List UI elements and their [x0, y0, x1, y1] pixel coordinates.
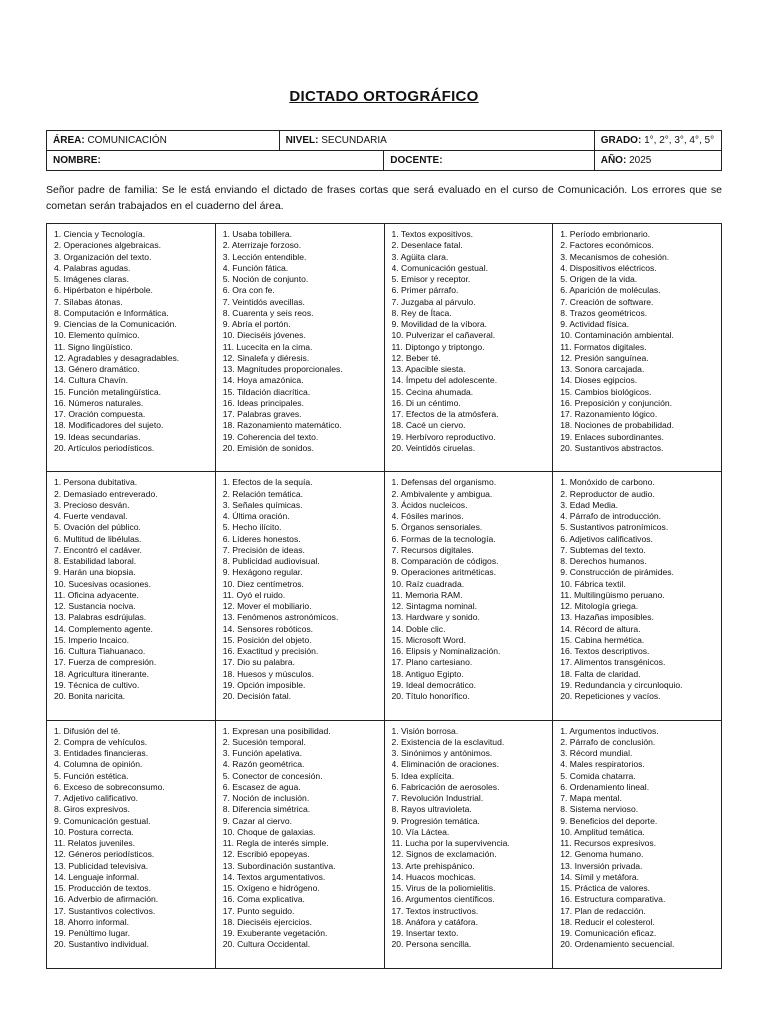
phrase-item: 10. Sucesivas ocasiones.: [54, 578, 151, 589]
phrase-item: 2. Ambivalente y ambigua.: [391, 488, 493, 499]
phrase-item: 12. Genoma humano.: [560, 849, 644, 860]
phrase-item: 6. Líderes honestos.: [222, 533, 301, 544]
phrase-item: 15. Producción de textos.: [54, 883, 151, 894]
phrase-item: 8. Diferencia simétrica.: [222, 804, 311, 815]
phrase-item: 9. Ciencias de la Comunicación.: [54, 319, 177, 329]
phrase-item: 3. Edad Media.: [560, 499, 619, 510]
phrase-item: 2. Existencia de la esclavitud.: [391, 736, 505, 747]
phrase-item: 14. Récord de altura.: [560, 623, 641, 634]
phrase-item: 15. Función metalingüística.: [54, 386, 162, 397]
phrase-item: 19. Ideas secundarias.: [54, 431, 141, 442]
phrase-item: 10. Postura correcta.: [54, 826, 134, 837]
phrase-item: 1. Visión borrosa.: [391, 725, 459, 736]
phrase-item: 10. Vía Láctea.: [391, 826, 450, 837]
phrase-item: 6. Adjetivos calificativos.: [560, 533, 653, 544]
phrase-item: 10. Raíz cuadrada.: [391, 578, 465, 589]
phrase-item: 5. Función estética.: [54, 770, 129, 781]
phrase-item: 13. Palabras esdrújulas.: [54, 612, 147, 623]
phrase-item: 8. Trazos geométricos.: [560, 307, 648, 318]
phrase-item: 11. Lucha por la supervivencia.: [391, 838, 510, 849]
nombre-field[interactable]: [47, 151, 384, 171]
phrase-item: 18. Cacé un ciervo.: [391, 420, 466, 431]
phrase-item: 4. Comunicación gestual.: [391, 262, 488, 273]
phrase-item: 16. Preposición y conjunción.: [560, 397, 673, 408]
phrase-list: [392, 726, 549, 951]
phrase-item: 15. Cambios biológicos.: [560, 386, 652, 397]
phrase-item: 16. Adverbio de afirmación.: [54, 894, 159, 905]
phrase-item: 4. Dispositivos eléctricos.: [560, 262, 657, 273]
phrase-item: 6. Formas de la tecnología.: [391, 533, 496, 544]
phrase-item: 18. Modificadores del sujeto.: [54, 420, 164, 431]
phrase-item: 6. Exceso de sobreconsumo.: [54, 781, 165, 792]
phrase-item: 12. Signos de exclamación.: [391, 849, 497, 860]
phrase-item: 19. Coherencia del texto.: [222, 431, 319, 442]
phrase-item: 7. Recursos digitales.: [391, 544, 474, 555]
phrase-item: 15. Cabina hermética.: [560, 634, 645, 645]
phrase-item: 14. Complemento agente.: [54, 623, 153, 634]
phrase-item: 13. Inversión privada.: [560, 860, 643, 871]
phrase-item: 17. Punto seguido.: [222, 905, 295, 916]
phrase-item: 3. Ácidos nucleicos.: [391, 499, 468, 510]
phrase-item: 19. Redundancia y circunloquio.: [560, 679, 683, 690]
phrase-item: 15. Posición del objeto.: [222, 634, 312, 645]
phrase-item: 20. Bonita naricita.: [54, 691, 126, 702]
phrase-item: 15. Cecina ahumada.: [391, 386, 474, 397]
phrase-item: 9. Beneficios del deporte.: [560, 815, 658, 826]
phrase-item: 2. Compra de vehículos.: [54, 736, 148, 747]
phrase-item: 12. Presión sanguínea.: [560, 352, 649, 363]
docente-field[interactable]: [384, 151, 594, 171]
phrase-item: 18. Dieciséis ejercicios.: [222, 916, 313, 927]
phrase-list: [392, 477, 549, 702]
phrase-item: 12. Mitología griega.: [560, 601, 639, 612]
phrase-list: [54, 726, 211, 951]
phrase-item: 7. Creación de software.: [560, 296, 654, 307]
area-value: COMUNICACIÓN: [87, 135, 167, 146]
phrase-item: 17. Plan de redacción.: [560, 905, 646, 916]
phrase-item: 6. Ordenamiento lineal.: [560, 781, 650, 792]
anio-label: AÑO:: [600, 155, 627, 166]
dictation-cell: [215, 472, 384, 720]
phrase-item: 7. Encontró el cadáver.: [54, 544, 142, 555]
phrase-item: 5. Imágenes claras.: [54, 274, 129, 284]
phrase-item: 4. Fósiles marinos.: [391, 511, 464, 522]
grado-cell: [594, 131, 721, 151]
phrase-item: 4. Razón geométrica.: [222, 759, 305, 770]
phrase-item: 1. Defensas del organismo.: [391, 477, 497, 488]
phrase-item: 5. Noción de conjunto.: [222, 274, 309, 284]
phrase-item: 17. Alimentos transgénicos.: [560, 657, 666, 668]
phrase-item: 12. Sintagma nominal.: [391, 601, 478, 612]
phrase-item: 18. Antiguo Egipto.: [391, 668, 464, 679]
phrase-item: 2. Operaciones algebraicas.: [54, 240, 162, 251]
phrase-item: 12. Géneros periodísticos.: [54, 849, 155, 860]
dictation-cell: [215, 224, 384, 472]
phrase-item: 7. Juzgaba al párvulo.: [391, 296, 476, 307]
phrase-item: 17. Fuerza de compresión.: [54, 657, 157, 668]
phrase-item: 1. Monóxido de carbono.: [560, 477, 655, 488]
phrase-item: 11. Relatos juveniles.: [54, 838, 136, 849]
phrase-item: 3. Señales químicas.: [222, 499, 303, 510]
phrase-item: 19. Ideal democrático.: [391, 679, 477, 690]
phrase-item: 20. Emisión de sonidos.: [222, 442, 314, 453]
area-cell: [47, 131, 280, 151]
phrase-item: 5. Órganos sensoriales.: [391, 522, 483, 533]
phrase-item: 17. Dio su palabra.: [222, 657, 295, 668]
grado-label: GRADO:: [600, 135, 642, 146]
phrase-item: 9. Comunicación gestual.: [54, 815, 151, 826]
phrase-item: 13. Magnitudes proporcionales.: [222, 364, 343, 374]
phrase-item: 9. Operaciones aritméticas.: [391, 567, 497, 578]
phrase-item: 1. Difusión del té.: [54, 725, 121, 736]
phrase-item: 1. Usaba tobillera.: [222, 229, 293, 239]
phrase-item: 8. Giros expresivos.: [54, 804, 130, 815]
dictation-row: [47, 472, 722, 720]
phrase-item: 8. Comparación de códigos.: [391, 556, 499, 567]
phrase-item: 13. Arte prehispánico.: [391, 860, 475, 871]
phrase-item: 14. Símil y metáfora.: [560, 871, 640, 882]
phrase-item: 2. Aterrizaje forzoso.: [222, 240, 302, 251]
phrase-item: 14. Hoya amazónica.: [222, 375, 304, 386]
phrase-item: 4. Fuerte vendaval.: [54, 511, 128, 522]
phrase-item: 6. Hipérbaton e hipérbole.: [54, 285, 153, 296]
phrase-item: 9. Abría el portón.: [222, 319, 291, 329]
phrase-item: 7. Sílabas átonas.: [54, 296, 123, 307]
phrase-item: 16. Estructura comparativa.: [560, 894, 666, 905]
phrase-item: 2. Demasiado entreverado.: [54, 488, 158, 499]
phrase-item: 12. Escribió epopeyas.: [222, 849, 310, 860]
phrase-item: 9. Movilidad de la víbora.: [391, 319, 488, 329]
phrase-item: 15. Oxígeno e hidrógeno.: [222, 883, 320, 894]
phrase-item: 19. Insertar texto.: [391, 928, 459, 939]
phrase-item: 17. Oración compuesta.: [54, 409, 146, 419]
phrase-item: 5. Ovación del público.: [54, 522, 141, 533]
phrase-item: 10. Choque de galaxias.: [222, 826, 316, 837]
phrase-item: 16. Argumentos científicos.: [391, 894, 495, 905]
phrase-item: 4. Párrafo de introducción.: [560, 511, 662, 522]
phrase-item: 15. Tildación diacrítica.: [222, 386, 311, 397]
nivel-cell: [279, 131, 594, 151]
phrase-item: 7. Adjetivo calificativo.: [54, 793, 139, 804]
phrase-item: 3. Precioso desván.: [54, 499, 130, 510]
info-table: [46, 130, 722, 171]
nivel-label: NIVEL:: [285, 135, 319, 146]
phrase-item: 3. Lección entendible.: [222, 251, 307, 262]
phrase-item: 17. Razonamiento lógico.: [560, 409, 658, 419]
phrase-item: 3. Agüita clara.: [391, 251, 449, 262]
phrase-item: 16. Números naturales.: [54, 397, 144, 408]
phrase-item: 11. Oyó el ruido.: [222, 589, 286, 600]
phrase-item: 3. Mecanismos de cohesión.: [560, 251, 670, 262]
phrase-item: 11. Oficina adyacente.: [54, 589, 139, 600]
dictation-cell: [384, 472, 553, 720]
phrase-list: [560, 477, 717, 702]
phrase-item: 6. Primer párrafo.: [391, 285, 459, 296]
phrase-item: 5. Emisor y receptor.: [391, 274, 471, 284]
phrase-item: 14. Sensores robóticos.: [222, 623, 314, 634]
phrase-item: 5. Idea explícita.: [391, 770, 455, 781]
phrase-item: 1. Argumentos inductivos.: [560, 725, 659, 736]
phrase-item: 10. Elemento químico.: [54, 330, 140, 341]
phrase-item: 19. Enlaces subordinantes.: [560, 431, 664, 442]
phrase-list: [560, 229, 717, 454]
phrase-item: 20. Cultura Occidental.: [222, 939, 311, 950]
phrase-item: 14. Dioses egipcios.: [560, 375, 638, 386]
dictation-grid: [46, 223, 722, 969]
dictation-cell: [553, 224, 722, 472]
dictation-cell: [384, 224, 553, 472]
phrase-item: 13. Género dramático.: [54, 364, 140, 374]
phrase-item: 14. Doble clic.: [391, 623, 446, 634]
phrase-list: [54, 477, 211, 702]
dictation-row: [47, 720, 722, 968]
phrase-item: 20. Sustantivo individual.: [54, 939, 150, 950]
phrase-item: 16. Ideas principales.: [222, 397, 304, 408]
phrase-item: 4. Males respiratorios.: [560, 759, 645, 770]
phrase-item: 8. Rey de Ítaca.: [391, 307, 452, 318]
phrase-item: 18. Anáfora y catáfora.: [391, 916, 478, 927]
phrase-item: 11. Multilingüismo peruano.: [560, 589, 665, 600]
phrase-item: 3. Récord mundial.: [560, 748, 633, 759]
phrase-item: 2. Factores económicos.: [560, 240, 654, 251]
phrase-item: 13. Hazañas imposibles.: [560, 612, 654, 623]
phrase-item: 20. Repeticiones y vacíos.: [560, 691, 661, 702]
phrase-item: 20. Artículos periodísticos.: [54, 442, 155, 453]
phrase-item: 12. Sinalefa y diéresis.: [222, 352, 310, 363]
phrase-item: 7. Noción de inclusión.: [222, 793, 310, 804]
phrase-item: 6. Multitud de libélulas.: [54, 533, 142, 544]
phrase-item: 10. Dieciséis jóvenes.: [222, 330, 306, 341]
phrase-list: [223, 726, 380, 951]
phrase-item: 19. Técnica de cultivo.: [54, 679, 140, 690]
phrase-item: 13. Publicidad televisiva.: [54, 860, 149, 871]
dictation-cell: [553, 472, 722, 720]
phrase-item: 18. Reducir el colesterol.: [560, 916, 655, 927]
phrase-item: 9. Progresión temática.: [391, 815, 480, 826]
phrase-item: 11. Signo lingüístico.: [54, 341, 133, 352]
dictation-cell: [553, 720, 722, 968]
grado-value: 1°, 2°, 3°, 4°, 5°: [644, 135, 715, 146]
intro-text: Señor padre de familia: Se le está enviando el dictado de frases cortas que será evaluado en el curso de Comunicación. Los errores que se cometan serán trabajados en el cuaderno del área.: [46, 184, 722, 212]
phrase-item: 4. Palabras agudas.: [54, 262, 131, 273]
phrase-item: 2. Relación temática.: [222, 488, 303, 499]
phrase-item: 7. Mapa mental.: [560, 793, 622, 804]
dictation-row: [47, 224, 722, 472]
phrase-item: 14. Ímpetu del adolescente.: [391, 375, 498, 386]
phrase-list: [223, 477, 380, 702]
anio-cell: [594, 151, 721, 171]
phrase-item: 20. Título honorífico.: [391, 691, 470, 702]
phrase-item: 13. Subordinación sustantiva.: [222, 860, 336, 871]
dictation-cell: [215, 720, 384, 968]
phrase-item: 19. Comunicación eficaz.: [560, 928, 657, 939]
phrase-item: 11. Diptongo y triptongo.: [391, 341, 485, 352]
phrase-item: 19. Opción imposible.: [222, 679, 306, 690]
phrase-item: 11. Lucecita en la cima.: [222, 341, 313, 352]
phrase-item: 7. Veintidós avecillas.: [222, 296, 305, 307]
phrase-item: 3. Organización del texto.: [54, 251, 152, 262]
phrase-item: 4. Eliminación de oraciones.: [391, 759, 499, 770]
phrase-item: 1. Textos expositivos.: [391, 229, 474, 239]
phrase-item: 2. Desenlace fatal.: [391, 240, 463, 251]
phrase-item: 1. Efectos de la sequía.: [222, 477, 313, 488]
phrase-item: 20. Veintidós ciruelas.: [391, 442, 476, 453]
phrase-item: 17. Efectos de la atmósfera.: [391, 409, 499, 419]
phrase-item: 15. Virus de la poliomielitis.: [391, 883, 496, 894]
phrase-item: 12. Sustancia nociva.: [54, 601, 136, 612]
nombre-label: NOMBRE:: [53, 155, 101, 166]
page-title: DICTADO ORTOGRÁFICO: [289, 88, 479, 105]
phrase-item: 8. Publicidad audiovisual.: [222, 556, 320, 567]
phrase-item: 4. Última oración.: [222, 511, 290, 522]
phrase-item: 10. Contaminación ambiental.: [560, 330, 674, 341]
phrase-item: 13. Fenómenos astronómicos.: [222, 612, 339, 623]
phrase-item: 13. Apacible siesta.: [391, 364, 466, 374]
phrase-item: 14. Huacos mochicas.: [391, 871, 477, 882]
phrase-item: 14. Cultura Chavín.: [54, 375, 129, 386]
phrase-item: 18. Ahorro informal.: [54, 916, 129, 927]
phrase-item: 15. Microsoft Word.: [391, 634, 466, 645]
phrase-item: 18. Falta de claridad.: [560, 668, 641, 679]
phrase-item: 12. Beber té.: [391, 352, 441, 363]
phrase-item: 7. Precisión de ideas.: [222, 544, 305, 555]
phrase-item: 16. Elipsis y Nominalización.: [391, 646, 501, 657]
phrase-list: [392, 229, 549, 454]
phrase-item: 17. Sustantivos colectivos.: [54, 905, 156, 916]
phrase-item: 2. Reproductor de audio.: [560, 488, 655, 499]
phrase-item: 2. Sucesión temporal.: [222, 736, 306, 747]
phrase-item: 4. Columna de opinión.: [54, 759, 143, 770]
phrase-item: 16. Di un céntimo.: [391, 397, 461, 408]
phrase-item: 1. Período embrionario.: [560, 229, 651, 239]
phrase-item: 8. Cuarenta y seis reos.: [222, 307, 314, 318]
phrase-item: 8. Estabilidad laboral.: [54, 556, 137, 567]
phrase-item: 10. Fábrica textil.: [560, 578, 626, 589]
phrase-item: 17. Plano cartesiano.: [391, 657, 473, 668]
nivel-value: SECUNDARIA: [321, 135, 387, 146]
phrase-item: 4. Función fática.: [222, 262, 289, 273]
phrase-item: 20. Ordenamiento secuencial.: [560, 939, 675, 950]
phrase-item: 12. Mover el mobiliario.: [222, 601, 312, 612]
area-label: ÁREA:: [53, 135, 85, 146]
phrase-item: 18. Nociones de probabilidad.: [560, 420, 674, 431]
phrase-list: [54, 229, 211, 454]
phrase-item: 3. Sinónimos y antónimos.: [391, 748, 493, 759]
phrase-item: 6. Escasez de agua.: [222, 781, 301, 792]
phrase-item: 13. Hardware y sonido.: [391, 612, 480, 623]
dictation-cell: [384, 720, 553, 968]
phrase-item: 9. Harán una biopsia.: [54, 567, 136, 578]
phrase-item: 11. Recursos expresivos.: [560, 838, 657, 849]
phrase-item: 18. Razonamiento matemático.: [222, 420, 342, 431]
phrase-item: 11. Memoria RAM.: [391, 589, 463, 600]
anio-value: 2025: [629, 155, 652, 166]
phrase-item: 15. Imperio Incaico.: [54, 634, 129, 645]
phrase-item: 3. Función apelativa.: [222, 748, 303, 759]
phrase-item: 5. Comida chatarra.: [560, 770, 636, 781]
phrase-list: [223, 229, 380, 454]
phrase-item: 16. Exactitud y precisión.: [222, 646, 319, 657]
phrase-item: 10. Diez centímetros.: [222, 578, 304, 589]
phrase-item: 16. Coma explicativa.: [222, 894, 305, 905]
phrase-item: 20. Persona sencilla.: [391, 939, 472, 950]
phrase-item: 8. Computación e Informática.: [54, 307, 169, 318]
phrase-item: 16. Cultura Tiahuanaco.: [54, 646, 146, 657]
phrase-item: 1. Expresan una posibilidad.: [222, 725, 331, 736]
dictation-cell: [47, 224, 216, 472]
phrase-item: 9. Construcción de pirámides.: [560, 567, 674, 578]
phrase-item: 18. Huesos y músculos.: [222, 668, 314, 679]
phrase-item: 19. Exuberante vegetación.: [222, 928, 328, 939]
phrase-item: 1. Persona dubitativa.: [54, 477, 138, 488]
phrase-item: 8. Sistema nervioso.: [560, 804, 639, 815]
phrase-item: 6. Aparición de moléculas.: [560, 285, 661, 296]
dictation-cell: [47, 472, 216, 720]
docente-label: DOCENTE:: [390, 155, 443, 166]
phrase-item: 5. Hecho ilícito.: [222, 522, 282, 533]
phrase-item: 19. Herbívoro reproductivo.: [391, 431, 496, 442]
phrase-item: 11. Regla de interés simple.: [222, 838, 329, 849]
phrase-item: 11. Formatos digitales.: [560, 341, 647, 352]
phrase-item: 8. Derechos humanos.: [560, 556, 647, 567]
phrase-item: 1. Ciencia y Tecnología.: [54, 229, 146, 239]
phrase-item: 6. Ora con fe.: [222, 285, 275, 296]
phrase-item: 3. Entidades financieras.: [54, 748, 149, 759]
phrase-item: 2. Párrafo de conclusión.: [560, 736, 656, 747]
phrase-item: 10. Amplitud temática.: [560, 826, 645, 837]
phrase-list: [560, 726, 717, 951]
phrase-item: 16. Textos descriptivos.: [560, 646, 650, 657]
phrase-item: 13. Sonora carcajada.: [560, 364, 645, 374]
phrase-item: 15. Práctica de valores.: [560, 883, 651, 894]
phrase-item: 14. Lenguaje informal.: [54, 871, 140, 882]
phrase-item: 5. Origen de la vida.: [560, 274, 638, 284]
phrase-item: 9. Actividad física.: [560, 319, 630, 329]
phrase-item: 9. Cazar al ciervo.: [222, 815, 293, 826]
phrase-item: 20. Decisión fatal.: [222, 691, 292, 702]
phrase-item: 14. Textos argumentativos.: [222, 871, 326, 882]
phrase-item: 6. Fabricación de aerosoles.: [391, 781, 500, 792]
phrase-item: 7. Subtemas del texto.: [560, 544, 646, 555]
phrase-item: 17. Textos instructivos.: [391, 905, 479, 916]
phrase-item: 17. Palabras graves.: [222, 409, 302, 419]
phrase-item: 8. Rayos ultravioleta.: [391, 804, 472, 815]
phrase-item: 12. Agradables y desagradables.: [54, 352, 180, 363]
phrase-item: 18. Agricultura itinerante.: [54, 668, 150, 679]
phrase-item: 5. Sustantivos patronímicos.: [560, 522, 669, 533]
phrase-item: 20. Sustantivos abstractos.: [560, 442, 664, 453]
phrase-item: 10. Pulverizar el cañaveral.: [391, 330, 496, 341]
phrase-item: 5. Conector de concesión.: [222, 770, 323, 781]
phrase-item: 9. Hexágono regular.: [222, 567, 303, 578]
phrase-item: 7. Revolución Industrial.: [391, 793, 484, 804]
phrase-item: 19. Penúltimo lugar.: [54, 928, 130, 939]
dictation-cell: [47, 720, 216, 968]
